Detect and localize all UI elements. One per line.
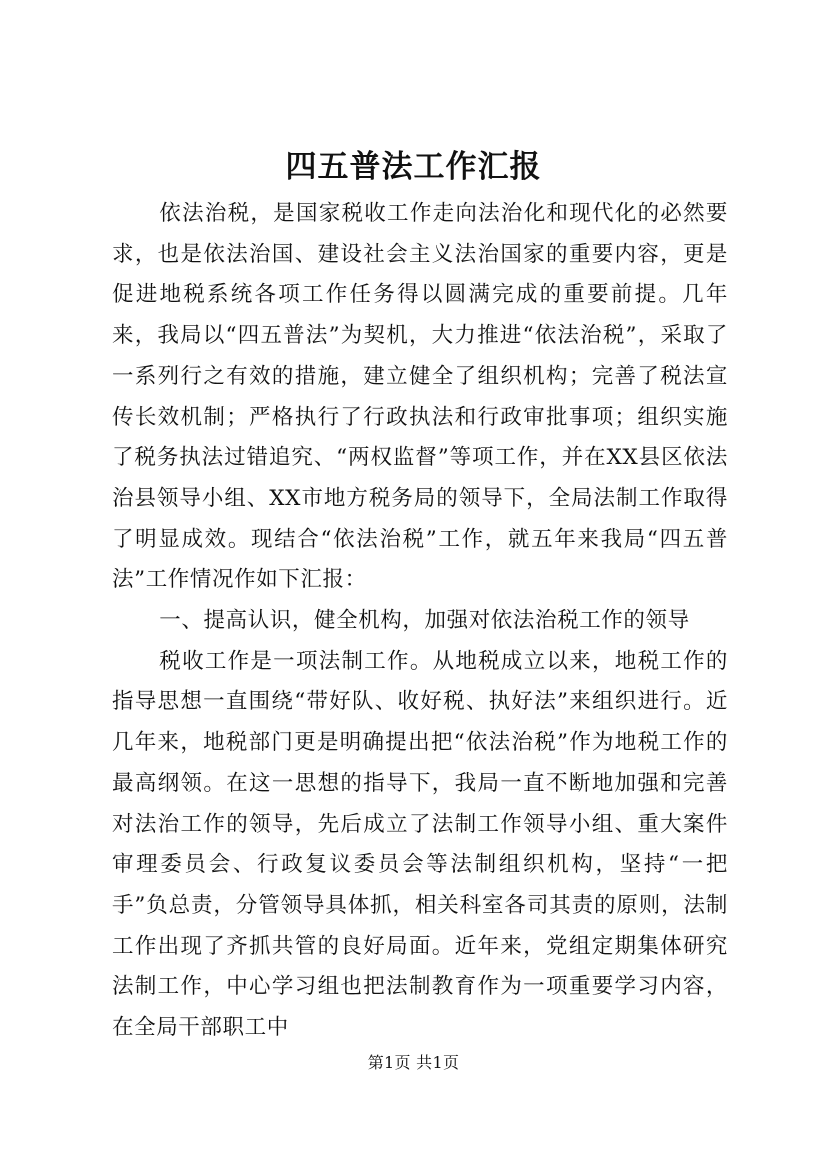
page-number-footer: 第1页 共1页: [367, 1053, 460, 1072]
document-title: 四五普法工作汇报: [285, 149, 542, 185]
document-body: [112, 194, 728, 1049]
section-paragraph: 税收工作是一项法制工作。从地税成立以来，地税工作的指导思想一直围绕“带好队、收好税、执好法”来组织进行。近几年来，地税部门更是明确提出把“依法治税”作为地税工作的最高纲领。在这一思想的指导下，我局一直不断地加强和完善对法治工作的领导，先后成立了法制工作领导小组、重大案件审理委员会、行政复议委员会等法制组织机构，坚持“一把手”负总责，分管领导具体抓，相关科室各司其责的原则，法制工作出现了齐抓共管的良好局面。近年来，党组定期集体研究法制工作，中心学习组也把法制教育作为一项重要学习内容，在全局干部职工中: [112, 648, 728, 1041]
intro-paragraph: 依法治税，是国家税收工作走向法治化和现代化的必然要求，也是依法治国、建设社会主义法治国家的重要内容，更是促进地税系统各项工作任务得以圆满完成的重要前提。几年来，我局以“四五普法”为契机，大力推进“依法治税”，采取了一系列行之有效的措施，建立健全了组织机构；完善了税法宣传长效机制；严格执行了行政执法和行政审批事项；组织实施了税务执法过错追究、“两权监督”等项工作，并在XX县区依法治县领导小组、XX市地方税务局的领导下，全局法制工作取得了明显成效。现结合“依法治税”工作，就五年来我局“四五普法”工作情况作如下汇报：: [112, 201, 728, 593]
section-heading: 一、提高认识，健全机构，加强对依法治税工作的领导: [159, 608, 690, 634]
